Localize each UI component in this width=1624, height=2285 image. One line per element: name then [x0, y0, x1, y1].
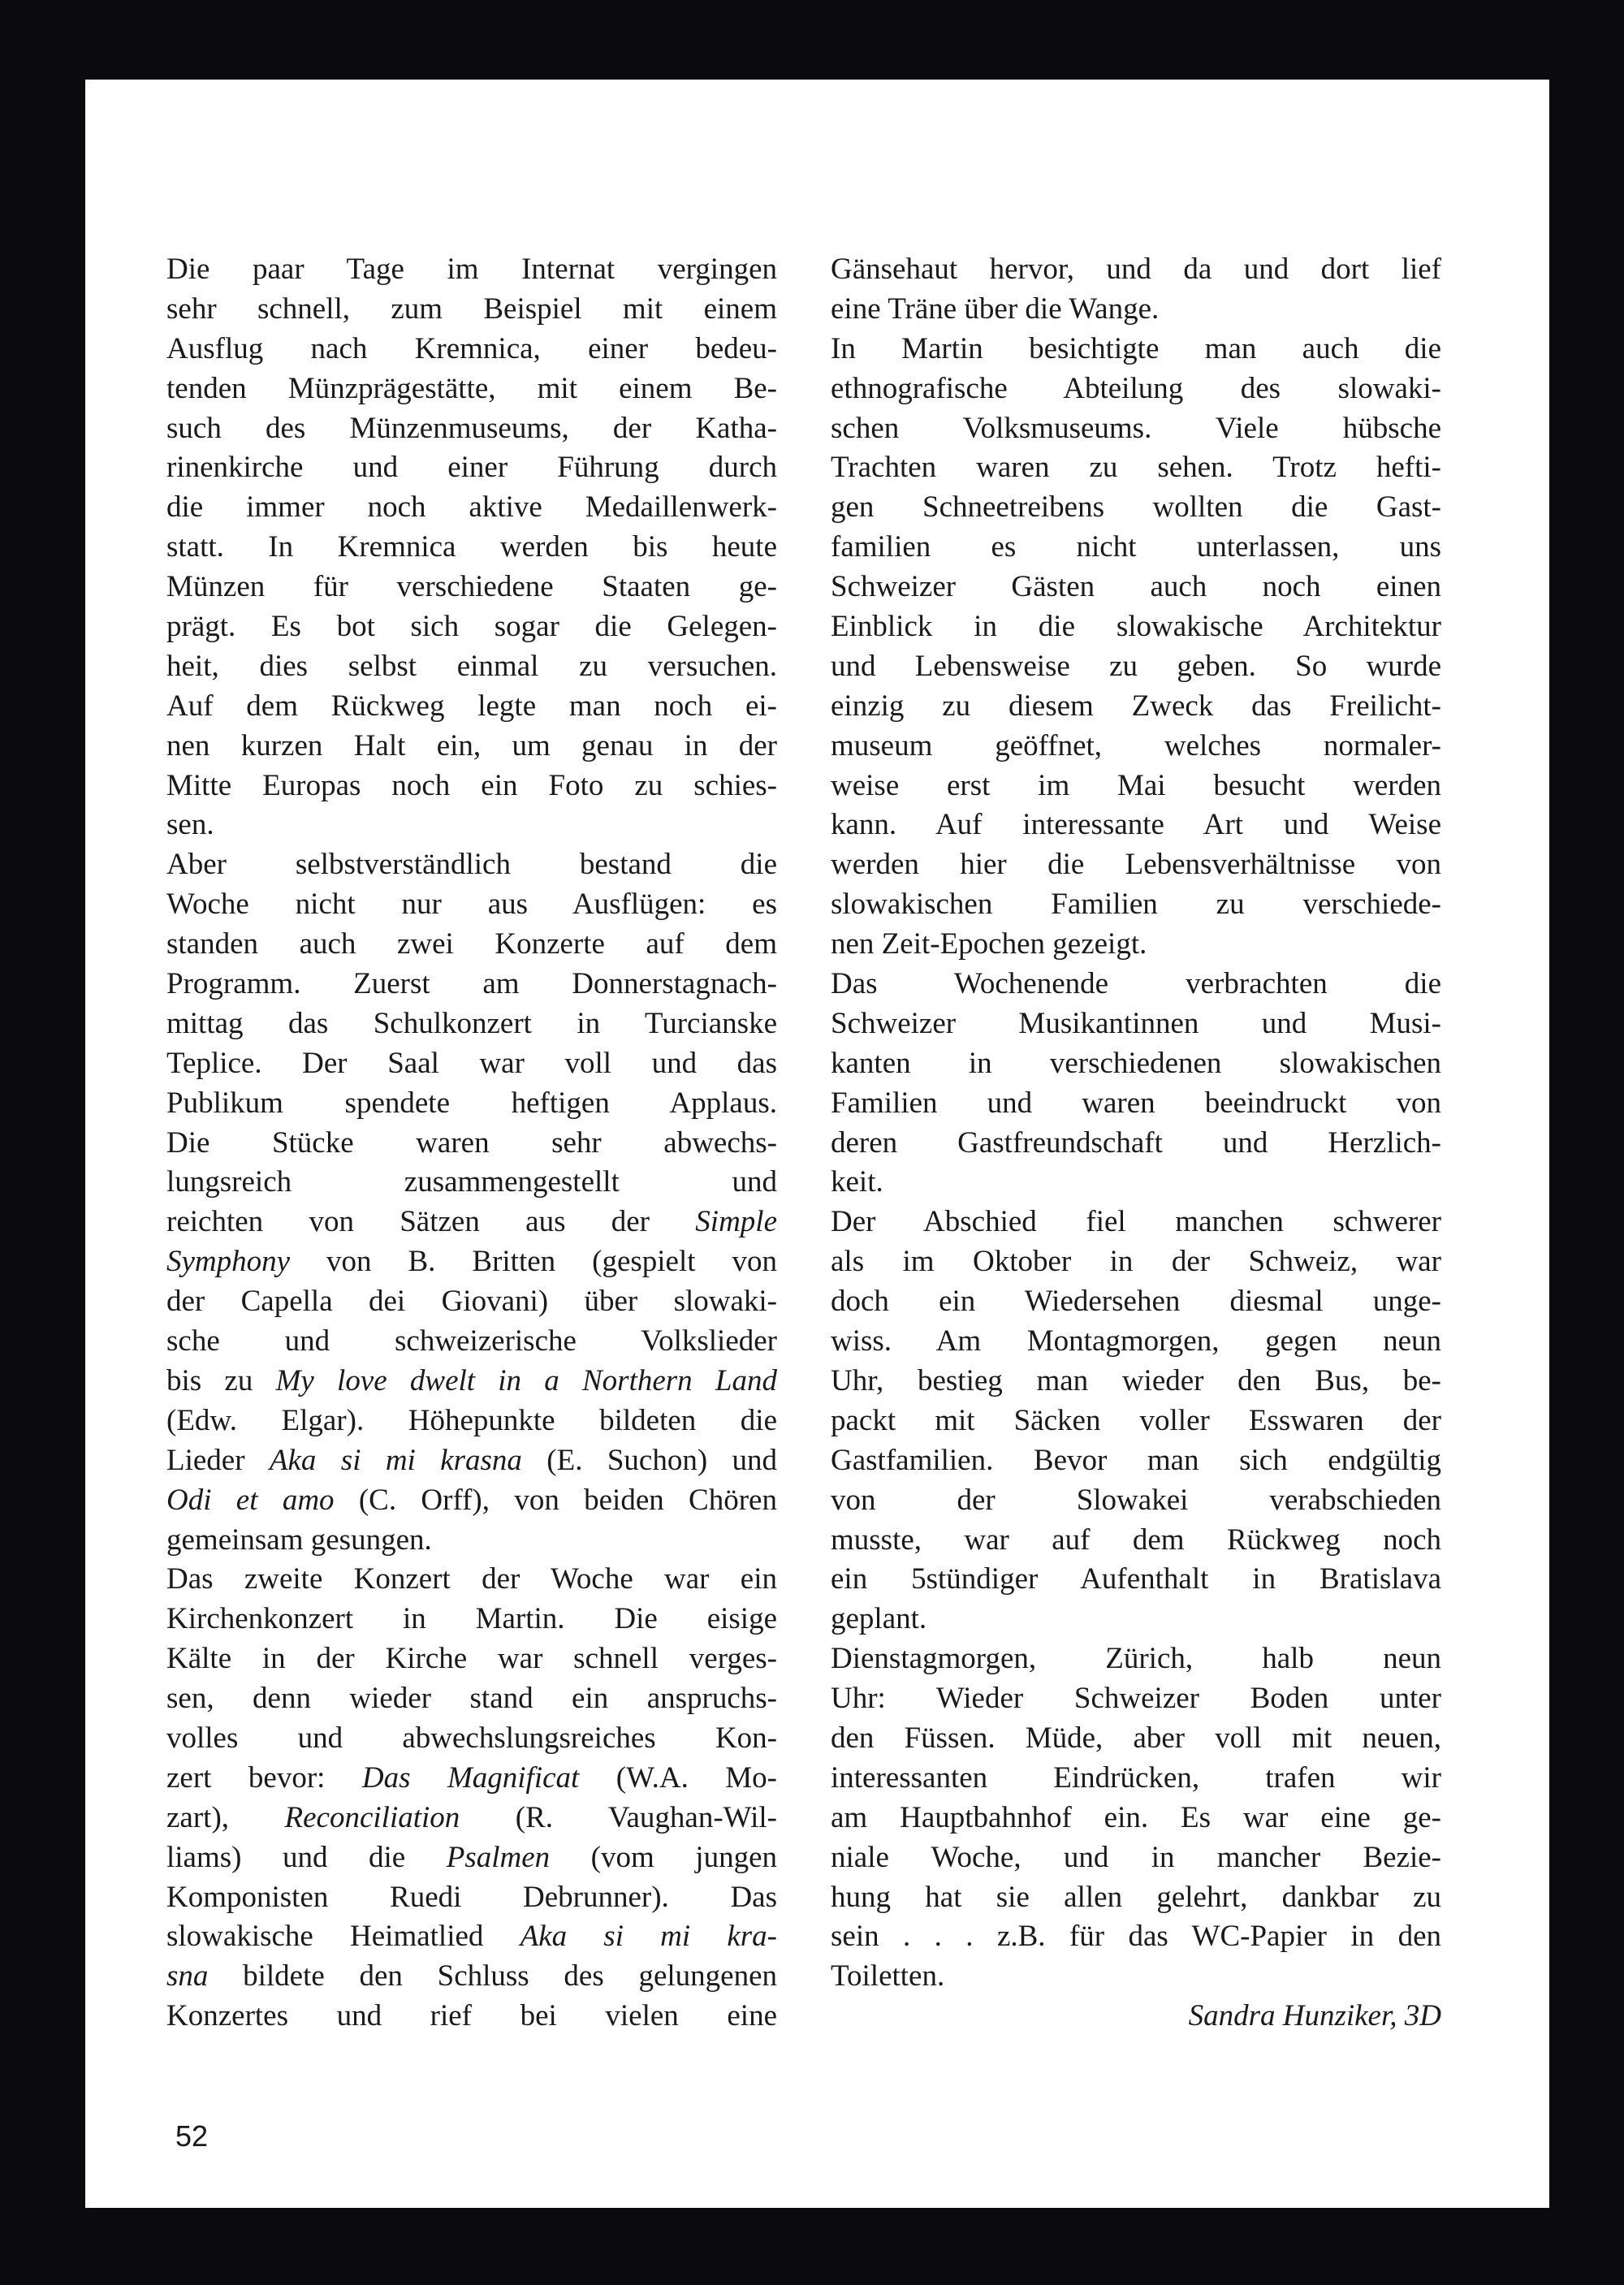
text-line: [166, 845, 777, 885]
text-line: [831, 1084, 1441, 1124]
text-run: die immer noch aktive Medaillenwerk-: [166, 490, 777, 525]
text-run: ethnografische Abteilung des slowaki-: [831, 371, 1441, 405]
text-run: Auf dem Rückweg legte man noch ei-: [166, 689, 777, 723]
text-line: [831, 1362, 1441, 1402]
text-run: wiss. Am Montagmorgen, gegen neun: [831, 1324, 1441, 1358]
text-run: interessanten Eindrücken, trafen wir: [831, 1760, 1441, 1795]
text-run: museum geöffnet, welches normaler-: [831, 728, 1441, 762]
text-line: [831, 1560, 1441, 1600]
text-run: slowakische Heimatlied: [166, 1920, 520, 1954]
text-run: gen Schneetreibens wollten die Gast-: [831, 490, 1441, 525]
text-run: Schweizer Gästen auch noch einen: [831, 570, 1441, 604]
text-line: [166, 1084, 777, 1124]
text-run: familien es nicht unterlassen, uns: [831, 530, 1441, 564]
italic-title: sna: [166, 1959, 209, 1993]
text-line: [166, 1163, 777, 1203]
left-text-column: [166, 250, 777, 2037]
text-run: hung hat sie allen gelehrt, dankbar zu: [831, 1880, 1441, 1914]
text-line: [831, 409, 1441, 449]
text-run: Konzertes und rief bei vielen eine: [166, 1999, 777, 2033]
text-run: Gänsehaut hervor, und da und dort lief: [831, 253, 1441, 286]
text-run: keit.: [831, 1165, 883, 1199]
text-run: (C. Orff), von beiden Chören: [334, 1483, 777, 1517]
text-line: [166, 767, 777, 806]
text-line: [831, 1799, 1441, 1838]
text-line: [166, 1481, 777, 1521]
text-line: [831, 528, 1441, 568]
text-run: (E. Suchon) und: [521, 1443, 777, 1477]
text-line: [166, 1560, 777, 1600]
text-line: [831, 1441, 1441, 1481]
text-line: [831, 1481, 1441, 1521]
text-line: [831, 1124, 1441, 1164]
text-line: [831, 885, 1441, 925]
italic-title: Odi et amo: [166, 1483, 335, 1517]
text-run: sen, denn wieder stand ein anspruchs-: [166, 1682, 777, 1716]
text-line: [166, 806, 777, 845]
text-run: heit, dies selbst einmal zu versuchen.: [166, 649, 777, 683]
text-run: nen Zeit-Epochen gezeigt.: [831, 927, 1147, 961]
text-line: [166, 369, 777, 409]
text-line: [166, 1639, 777, 1679]
text-line: [166, 1402, 777, 1441]
text-line: [831, 806, 1441, 845]
text-line: [166, 607, 777, 647]
text-line: [166, 885, 777, 925]
text-run: zert bevor:: [166, 1760, 362, 1795]
italic-title: Aka si mi krasna: [269, 1443, 522, 1477]
text-run: und Lebensweise zu geben. So wurde: [831, 649, 1441, 683]
text-run: geplant.: [831, 1602, 927, 1636]
text-line: [166, 1957, 777, 1997]
italic-title: Psalmen: [446, 1840, 551, 1874]
text-run: standen auch zwei Konzerte auf dem: [166, 927, 777, 961]
text-run: Dienstagmorgen, Zürich, halb neun: [831, 1642, 1441, 1676]
text-line: [831, 1838, 1441, 1878]
text-line: [831, 1917, 1441, 1957]
text-run: such des Münzenmuseums, der Katha-: [166, 411, 777, 445]
text-run: niale Woche, und in mancher Bezie-: [831, 1840, 1441, 1874]
text-run: In Martin besichtigte man auch die: [831, 331, 1441, 365]
text-run: liams) und die: [166, 1840, 447, 1874]
text-run: tenden Münzprägestätte, mit einem Be-: [166, 371, 777, 405]
text-run: eine Träne über die Wange.: [831, 292, 1160, 326]
text-line: [166, 528, 777, 568]
text-run: Familien und waren beeindruckt von: [831, 1086, 1441, 1120]
text-line: [831, 1402, 1441, 1441]
text-run: von B. Britten (gespielt von: [290, 1245, 777, 1279]
text-run: reichten von Sätzen aus der: [166, 1205, 696, 1239]
text-line: [831, 290, 1441, 330]
text-run: Uhr, bestieg man wieder den Bus, be-: [831, 1363, 1441, 1397]
text-line: [166, 568, 777, 607]
text-line: [166, 290, 777, 330]
text-run: Mitte Europas noch ein Foto zu schies-: [166, 768, 777, 802]
text-run: Kälte in der Kirche war schnell verges-: [166, 1642, 777, 1676]
text-line: [166, 1679, 777, 1719]
text-line: [166, 1917, 777, 1957]
text-line: [831, 607, 1441, 647]
text-run: Komponisten Ruedi Debrunner). Das: [166, 1880, 777, 1914]
text-run: Publikum spendete heftigen Applaus.: [166, 1086, 777, 1120]
author-signature: Sandra Hunziker, 3D: [1188, 1999, 1441, 2033]
text-line: [166, 965, 777, 1004]
text-run: den Füssen. Müde, aber voll mit neuen,: [831, 1721, 1441, 1755]
text-line: [166, 488, 777, 528]
text-line: [166, 1124, 777, 1164]
text-run: Münzen für verschiedene Staaten ge-: [166, 570, 777, 604]
text-run: Programm. Zuerst am Donnerstagnach-: [166, 967, 777, 1001]
text-run: zart),: [166, 1800, 285, 1834]
text-line: [166, 1878, 777, 1918]
text-run: lungsreich zusammengestellt und: [166, 1165, 777, 1199]
text-line: [166, 1322, 777, 1362]
text-run: (W.A. Mo-: [579, 1760, 777, 1795]
text-run: gemeinsam gesungen.: [166, 1523, 432, 1557]
text-run: mittag das Schulkonzert in Turcianske: [166, 1006, 777, 1040]
text-line: [166, 1600, 777, 1639]
text-run: Die Stücke waren sehr abwechs-: [166, 1125, 777, 1160]
text-line: [831, 488, 1441, 528]
text-line: [166, 1203, 777, 1242]
text-run: sen.: [166, 808, 214, 842]
text-line: [831, 1203, 1441, 1242]
text-run: nen kurzen Halt ein, um genau in der: [166, 728, 777, 762]
text-run: kanten in verschiedenen slowakischen: [831, 1046, 1441, 1080]
text-line: [166, 1997, 777, 2037]
text-run: sehr schnell, zum Beispiel mit einem: [166, 292, 777, 326]
text-line: [831, 925, 1441, 965]
text-run: Uhr: Wieder Schweizer Boden unter: [831, 1682, 1441, 1716]
text-run: Einblick in die slowakische Architektur: [831, 610, 1441, 644]
text-line: [831, 1004, 1441, 1044]
text-line: [166, 1282, 777, 1322]
text-line: [831, 250, 1441, 290]
text-run: (vom jungen: [550, 1840, 778, 1874]
text-line: [831, 1163, 1441, 1203]
text-line: [166, 727, 777, 767]
text-run: prägt. Es bot sich sogar die Gelegen-: [166, 610, 777, 644]
text-run: rinenkirche und einer Führung durch: [166, 451, 777, 485]
italic-title: Das Magnificat: [361, 1760, 580, 1795]
text-line: [166, 1044, 777, 1084]
text-line: [831, 1759, 1441, 1799]
italic-title: Aka si mi kra-: [520, 1920, 777, 1954]
text-run: Ausflug nach Kremnica, einer bedeu-: [166, 331, 777, 365]
text-run: statt. In Kremnica werden bis heute: [166, 530, 777, 564]
text-line: [166, 1004, 777, 1044]
text-run: kann. Auf interessante Art und Weise: [831, 808, 1441, 842]
text-line: [831, 448, 1441, 488]
text-line: [166, 250, 777, 290]
text-line: [166, 1719, 777, 1759]
text-run: Trachten waren zu sehen. Trotz hefti-: [831, 451, 1441, 485]
text-run: (R. Vaughan-Wil-: [460, 1800, 777, 1834]
text-line: [166, 409, 777, 449]
text-run: bis zu: [166, 1363, 276, 1397]
text-run: ein 5stündiger Aufenthalt in Bratislava: [831, 1562, 1441, 1596]
text-run: sein . . . z.B. für das WC-Papier in den: [831, 1920, 1441, 1954]
text-run: einzig zu diesem Zweck das Freilicht-: [831, 689, 1441, 723]
text-line: [166, 1799, 777, 1838]
text-run: slowakischen Familien zu verschiede-: [831, 888, 1441, 922]
text-line: [166, 647, 777, 687]
text-line: [831, 1282, 1441, 1322]
text-run: Toiletten.: [831, 1959, 945, 1993]
italic-title: Simple: [695, 1205, 777, 1239]
text-run: von der Slowakei verabschieden: [831, 1483, 1441, 1517]
text-run: (Edw. Elgar). Höhepunkte bildeten die: [166, 1403, 777, 1437]
text-line: [831, 1639, 1441, 1679]
text-run: werden hier die Lebensverhältnisse von: [831, 848, 1441, 882]
text-line: [831, 330, 1441, 369]
text-run: Kirchenkonzert in Martin. Die eisige: [166, 1602, 777, 1636]
text-run: deren Gastfreundschaft und Herzlich-: [831, 1125, 1441, 1160]
text-run: packt mit Säcken voller Esswaren der: [831, 1403, 1441, 1437]
text-line: [831, 647, 1441, 687]
text-run: Gastfamilien. Bevor man sich endgültig: [831, 1443, 1441, 1477]
text-line: [831, 1957, 1441, 1997]
text-line: [831, 1600, 1441, 1639]
text-line: [831, 767, 1441, 806]
text-line: [831, 845, 1441, 885]
text-line: [166, 687, 777, 727]
text-run: Die paar Tage im Internat vergingen: [166, 253, 777, 286]
text-line: [166, 1521, 777, 1561]
text-line: [166, 1242, 777, 1282]
text-line: [831, 1679, 1441, 1719]
text-line: [831, 1242, 1441, 1282]
text-line: [831, 568, 1441, 607]
text-line: [166, 1362, 777, 1402]
text-line: [831, 1044, 1441, 1084]
text-line: [831, 369, 1441, 409]
text-run: Aber selbstverständlich bestand die: [166, 848, 777, 882]
text-run: am Hauptbahnhof ein. Es war eine ge-: [831, 1800, 1441, 1834]
text-line: [166, 1441, 777, 1481]
text-run: schen Volksmuseums. Viele hübsche: [831, 411, 1441, 445]
text-line: [831, 1322, 1441, 1362]
text-run: Schweizer Musikantinnen und Musi-: [831, 1006, 1441, 1040]
text-line: [166, 448, 777, 488]
text-run: volles und abwechslungsreiches Kon-: [166, 1721, 777, 1755]
text-run: Woche nicht nur aus Ausflügen: es: [166, 888, 777, 922]
page-number: 52: [175, 2119, 209, 2153]
text-line: [166, 1759, 777, 1799]
text-line: [831, 687, 1441, 727]
italic-title: My love dwelt in a Northern Land: [275, 1363, 777, 1397]
right-text-column: [831, 250, 1441, 2037]
italic-title: Symphony: [166, 1245, 291, 1279]
text-run: weise erst im Mai besucht werden: [831, 768, 1441, 802]
text-run: Das zweite Konzert der Woche war ein: [166, 1562, 777, 1596]
text-run: sche und schweizerische Volkslieder: [166, 1324, 777, 1358]
text-line: [166, 925, 777, 965]
text-run: Teplice. Der Saal war voll und das: [166, 1046, 777, 1080]
text-run: musste, war auf dem Rückweg noch: [831, 1523, 1441, 1557]
text-line: [831, 1878, 1441, 1918]
text-line: [166, 330, 777, 369]
text-run: der Capella dei Giovani) über slowaki-: [166, 1285, 777, 1319]
text-line: [831, 727, 1441, 767]
text-run: als im Oktober in der Schweiz, war: [831, 1245, 1441, 1279]
text-run: doch ein Wiedersehen diesmal unge-: [831, 1285, 1441, 1319]
text-line: [831, 1521, 1441, 1561]
text-line: [831, 965, 1441, 1004]
text-run: Das Wochenende verbrachten die: [831, 967, 1441, 1001]
text-run: Der Abschied fiel manchen schwerer: [831, 1205, 1441, 1239]
text-run: Lieder: [166, 1443, 270, 1477]
text-line: [831, 1719, 1441, 1759]
italic-title: Reconciliation: [284, 1800, 460, 1834]
text-run: bildete den Schluss des gelungenen: [208, 1959, 777, 1993]
text-line: [166, 1838, 777, 1878]
